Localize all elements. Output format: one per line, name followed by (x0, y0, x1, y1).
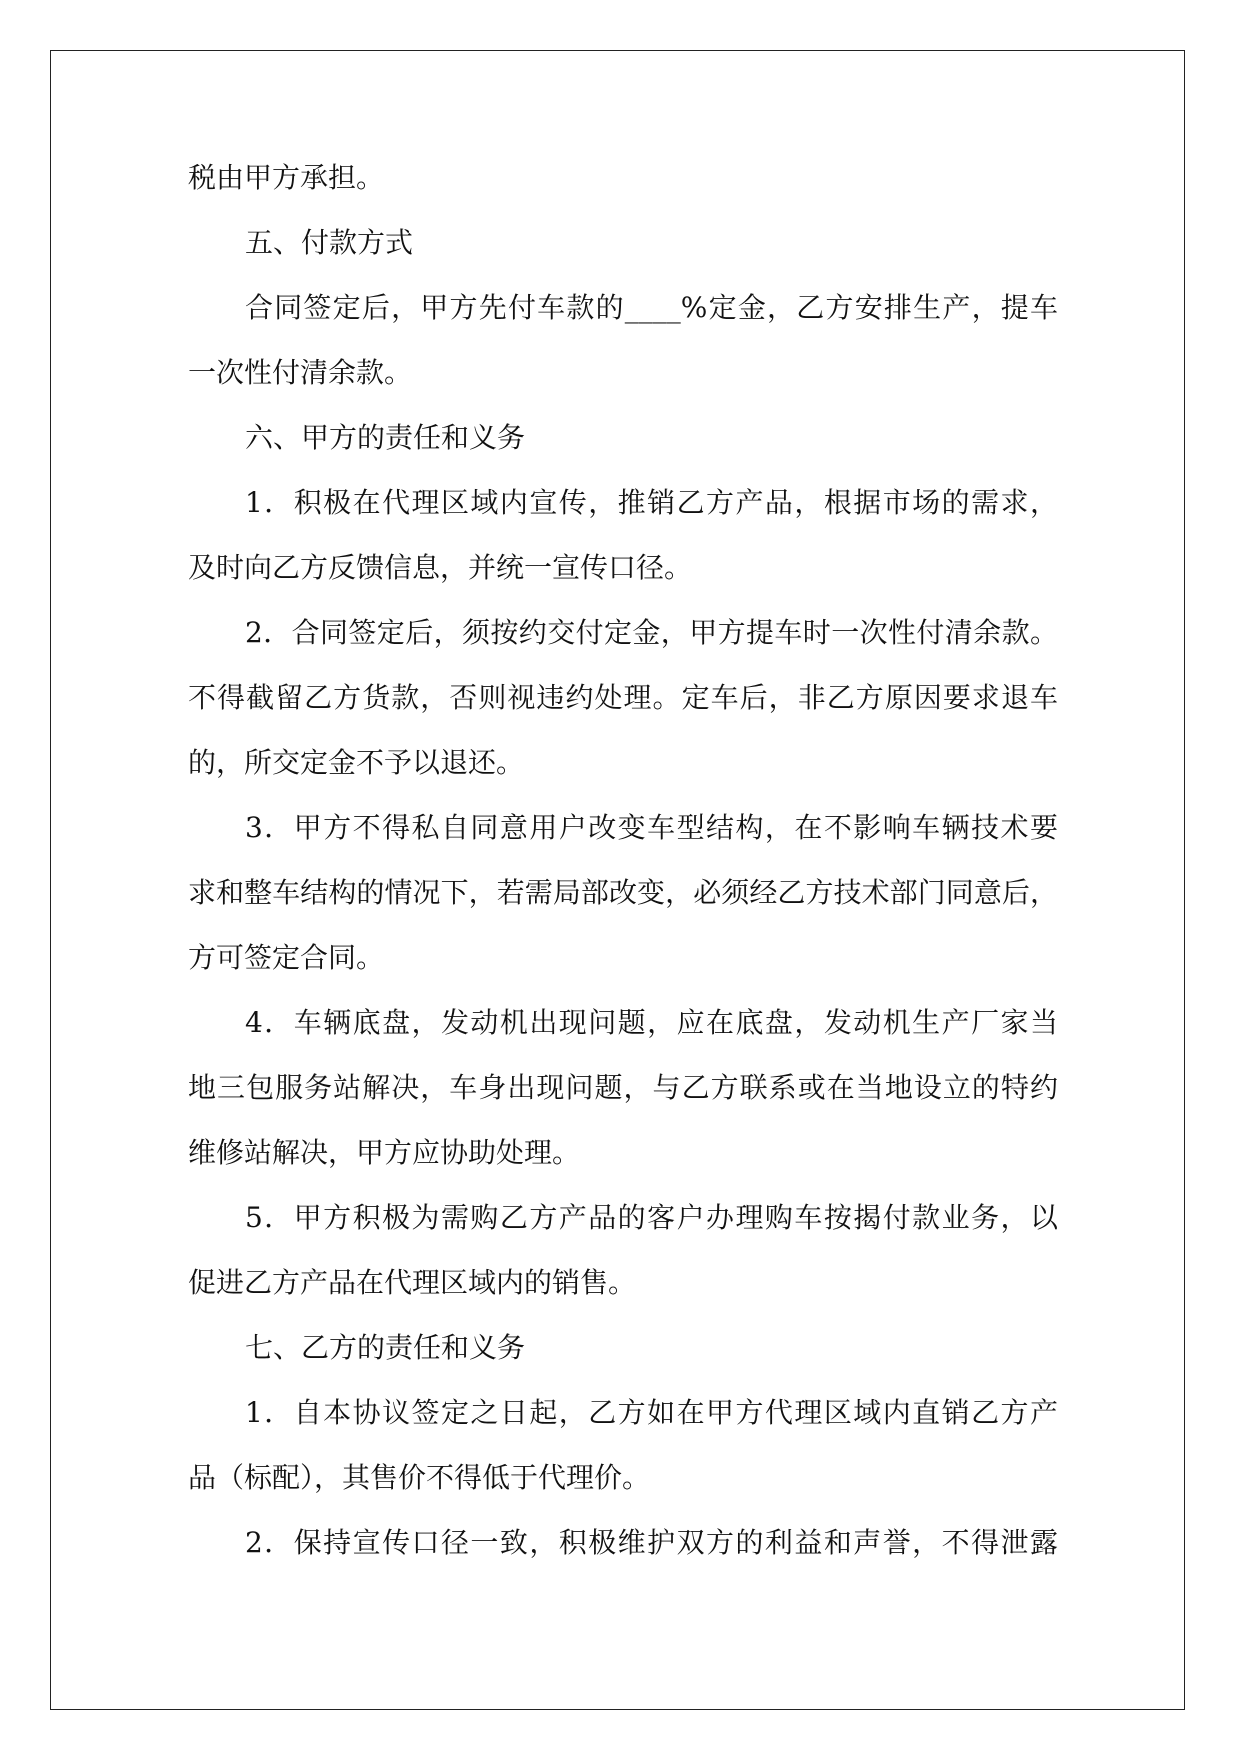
text-line: 求和整车结构的情况下，若需局部改变，必须经乙方技术部门同意后， (188, 876, 1058, 909)
text-line: 一次性付清余款。 (188, 356, 413, 389)
text-line: 2．保持宣传口径一致，积极维护双方的利益和声誉，不得泄露 (245, 1526, 1058, 1559)
text-line: 2．合同签定后，须按约交付定金，甲方提车时一次性付清余款。 (245, 616, 1058, 649)
contract-body (188, 158, 1058, 1588)
section-heading-payment: 五、付款方式 (245, 226, 414, 259)
text-line: 及时向乙方反馈信息，并统一宣传口径。 (188, 551, 693, 584)
text-line: 方可签定合同。 (188, 941, 385, 974)
text-line: 3．甲方不得私自同意用户改变车型结构，在不影响车辆技术要 (245, 811, 1058, 844)
text-line: 1．积极在代理区域内宣传，推销乙方产品，根据市场的需求， (245, 486, 1058, 519)
text-line: 地三包服务站解决，车身出现问题，与乙方联系或在当地设立的特约 (188, 1071, 1058, 1104)
text-line: 5．甲方积极为需购乙方产品的客户办理购车按揭付款业务，以 (245, 1201, 1058, 1234)
text-line: 4．车辆底盘，发动机出现问题，应在底盘，发动机生产厂家当 (245, 1006, 1058, 1039)
text-line: 税由甲方承担。 (188, 161, 385, 194)
text-line: 品（标配），其售价不得低于代理价。 (188, 1461, 651, 1494)
text-line: 不得截留乙方货款，否则视违约处理。定车后，非乙方原因要求退车 (188, 681, 1058, 714)
text-line: 维修站解决，甲方应协助处理。 (188, 1136, 581, 1169)
text-line: 1．自本协议签定之日起，乙方如在甲方代理区域内直销乙方产 (245, 1396, 1058, 1429)
section-heading-party-b-duties: 七、乙方的责任和义务 (245, 1331, 526, 1364)
text-line: 促进乙方产品在代理区域内的销售。 (188, 1266, 637, 1299)
text-line: 的，所交定金不予以退还。 (188, 746, 525, 779)
text-line: 合同签定后，甲方先付车款的____%定金，乙方安排生产，提车 (245, 291, 1058, 324)
section-heading-party-a-duties: 六、甲方的责任和义务 (245, 421, 526, 454)
